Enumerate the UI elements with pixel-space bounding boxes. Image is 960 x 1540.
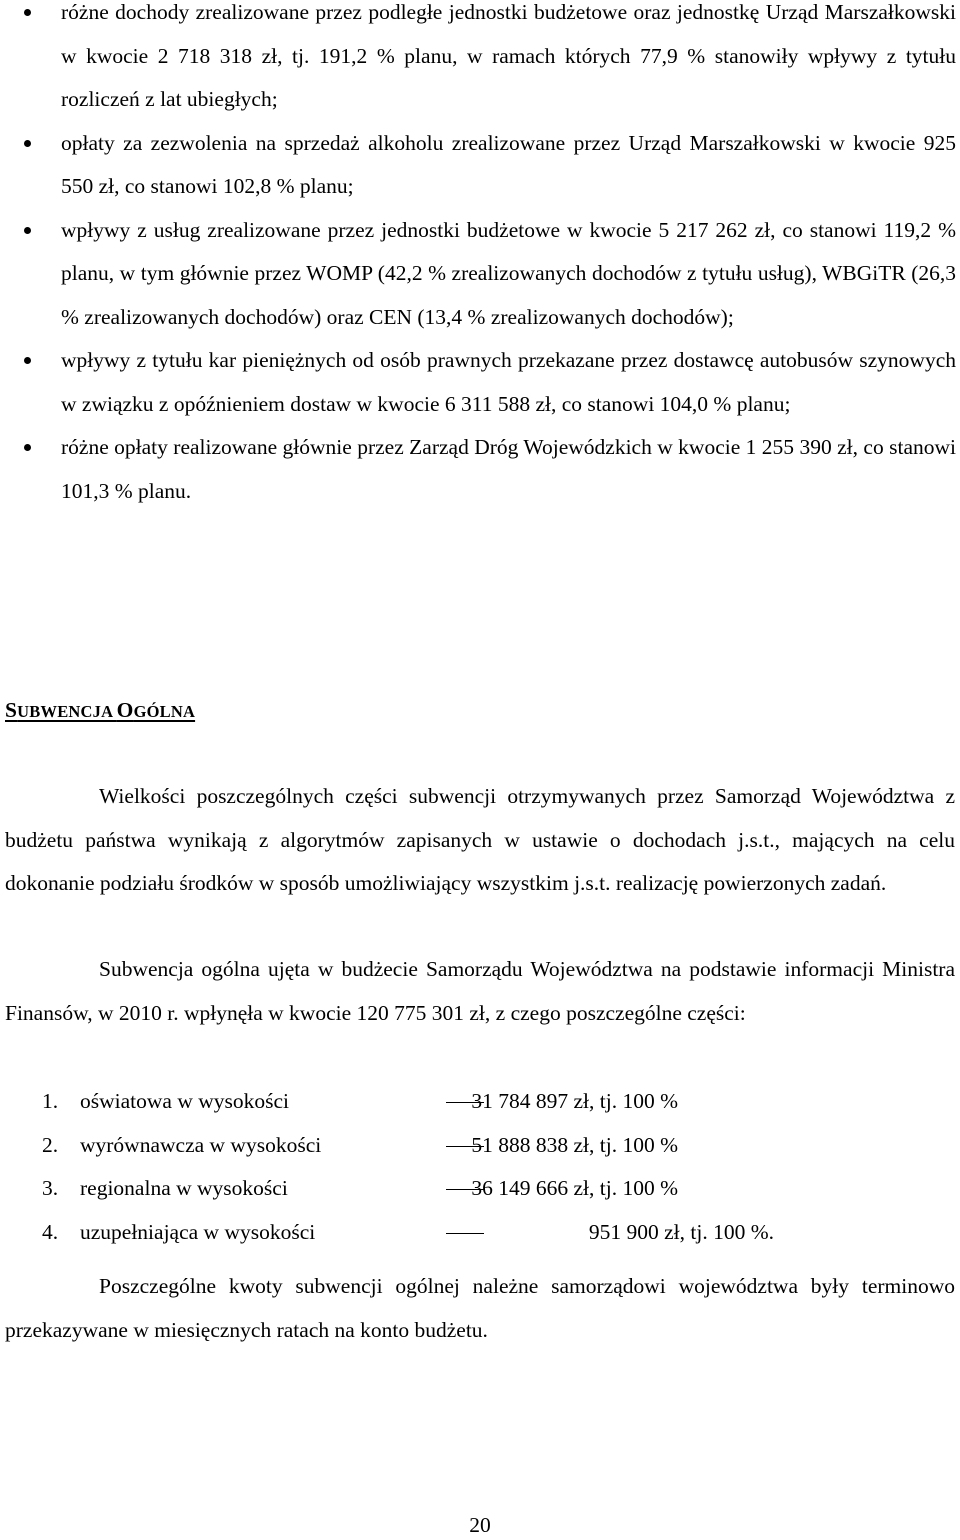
section-heading	[5, 690, 195, 732]
bullet-item	[0, 339, 960, 426]
bullet-item	[0, 426, 960, 513]
bullet-item	[0, 209, 960, 340]
part-amount: 31 784 897 zł, tj. 100 %	[471, 1089, 678, 1113]
part-label: oświatowa w wysokości	[80, 1089, 290, 1113]
revenue-bullet-list	[0, 0, 960, 513]
subsidy-part-row	[0, 1211, 960, 1255]
subsidy-part-row	[0, 1124, 960, 1168]
paragraph-subsidy-amount: Subwencja ogólna ujęta w budżecie Samorządu Województwa na podstawie informacji Ministra Finansów, w 2010 r. wpłynęła w kwocie 120 775 301 zł, z czego poszczególne części:	[5, 957, 955, 1025]
section-heading-cap: S	[5, 698, 18, 722]
paragraph-subsidy-intro: Wielkości poszczególnych części subwencji otrzymywanych przez Samorząd Województwa z budżetu państwa wynikają z algorytmów zapisanych w ustawie o dochodach j.s.t., mających na celu dokonanie podziału środków w sposób umożliwiający wszystkim j.s.t. realizację powierzonych zadań.	[5, 784, 955, 895]
bullet-dot-icon	[24, 357, 31, 364]
part-label: regionalna w wysokości	[80, 1176, 288, 1200]
part-amount: 51 888 838 zł, tj. 100 %	[471, 1132, 678, 1157]
bullet-dot-icon	[24, 227, 31, 234]
bullet-text: różne opłaty realizowane głównie przez Zarząd Dróg Wojewódzkich w kwocie 1 255 390 zł, co stanowi 101,3 % planu.	[61, 435, 956, 503]
bullet-text: wpływy z tytułu kar pieniężnych od osób prawnych przekazane przez dostawcę autobusów szynowych w związku z opóźnieniem dostaw w kwocie 6 311 588 zł, co stanowi 104,0 % planu;	[61, 348, 956, 416]
section-heading-rest: UBWENCJA	[17, 702, 117, 721]
bullet-text: różne dochody zrealizowane przez podległe jednostki budżetowe oraz jednostkę Urząd Marszałkowski w kwocie 2 718 318 zł, tj. 191,2 % planu, w ramach których 77,9 % stanowiły wpływy z tytułu rozliczeń z lat ubiegłych;	[61, 0, 956, 111]
part-amount: 36 149 666 zł, tj. 100 %	[471, 1176, 678, 1200]
bullet-text: opłaty za zezwolenia na sprzedaż alkoholu zrealizowane przez Urząd Marszałkowski w kwocie 925 550 zł, co stanowi 102,8 % planu;	[61, 130, 956, 198]
part-label: wyrównawcza w wysokości	[80, 1132, 322, 1157]
section-heading-rest: GÓLNA	[133, 702, 196, 721]
section-heading-cap: O	[116, 698, 134, 722]
subsidy-parts-list	[0, 1080, 960, 1254]
bullet-item	[0, 122, 960, 209]
subsidy-part-row	[0, 1080, 960, 1124]
bullet-dot-icon	[24, 9, 31, 16]
bullet-item	[0, 0, 960, 122]
page-number: 20	[469, 1513, 491, 1537]
bullet-dot-icon	[24, 140, 31, 147]
subsidy-part-row	[0, 1167, 960, 1211]
part-number: 2.	[42, 1132, 59, 1157]
part-number: 3.	[42, 1176, 59, 1200]
part-number: 1.	[42, 1089, 59, 1113]
part-label: uzupełniająca w wysokości	[80, 1219, 316, 1244]
part-number: 4.	[42, 1219, 59, 1244]
bullet-dot-icon	[24, 444, 31, 451]
dash-separator	[446, 1233, 484, 1234]
paragraph-transfer-note: Poszczególne kwoty subwencji ogólnej należne samorządowi województwa były terminowo przekazywane w miesięcznych ratach na konto budżetu.	[5, 1274, 955, 1342]
part-amount: 951 900 zł, tj. 100 %.	[588, 1219, 774, 1244]
bullet-text: wpływy z usług zrealizowane przez jednostki budżetowe w kwocie 5 217 262 zł, co stanowi 119,2 % planu, w tym głównie przez WOMP (42,2 % zrealizowanych dochodów z tytułu usług), WBGiTR (26,3 % zrealizowanych dochodów) oraz CEN (13,4 % zrealizowanych dochodów);	[61, 217, 956, 329]
